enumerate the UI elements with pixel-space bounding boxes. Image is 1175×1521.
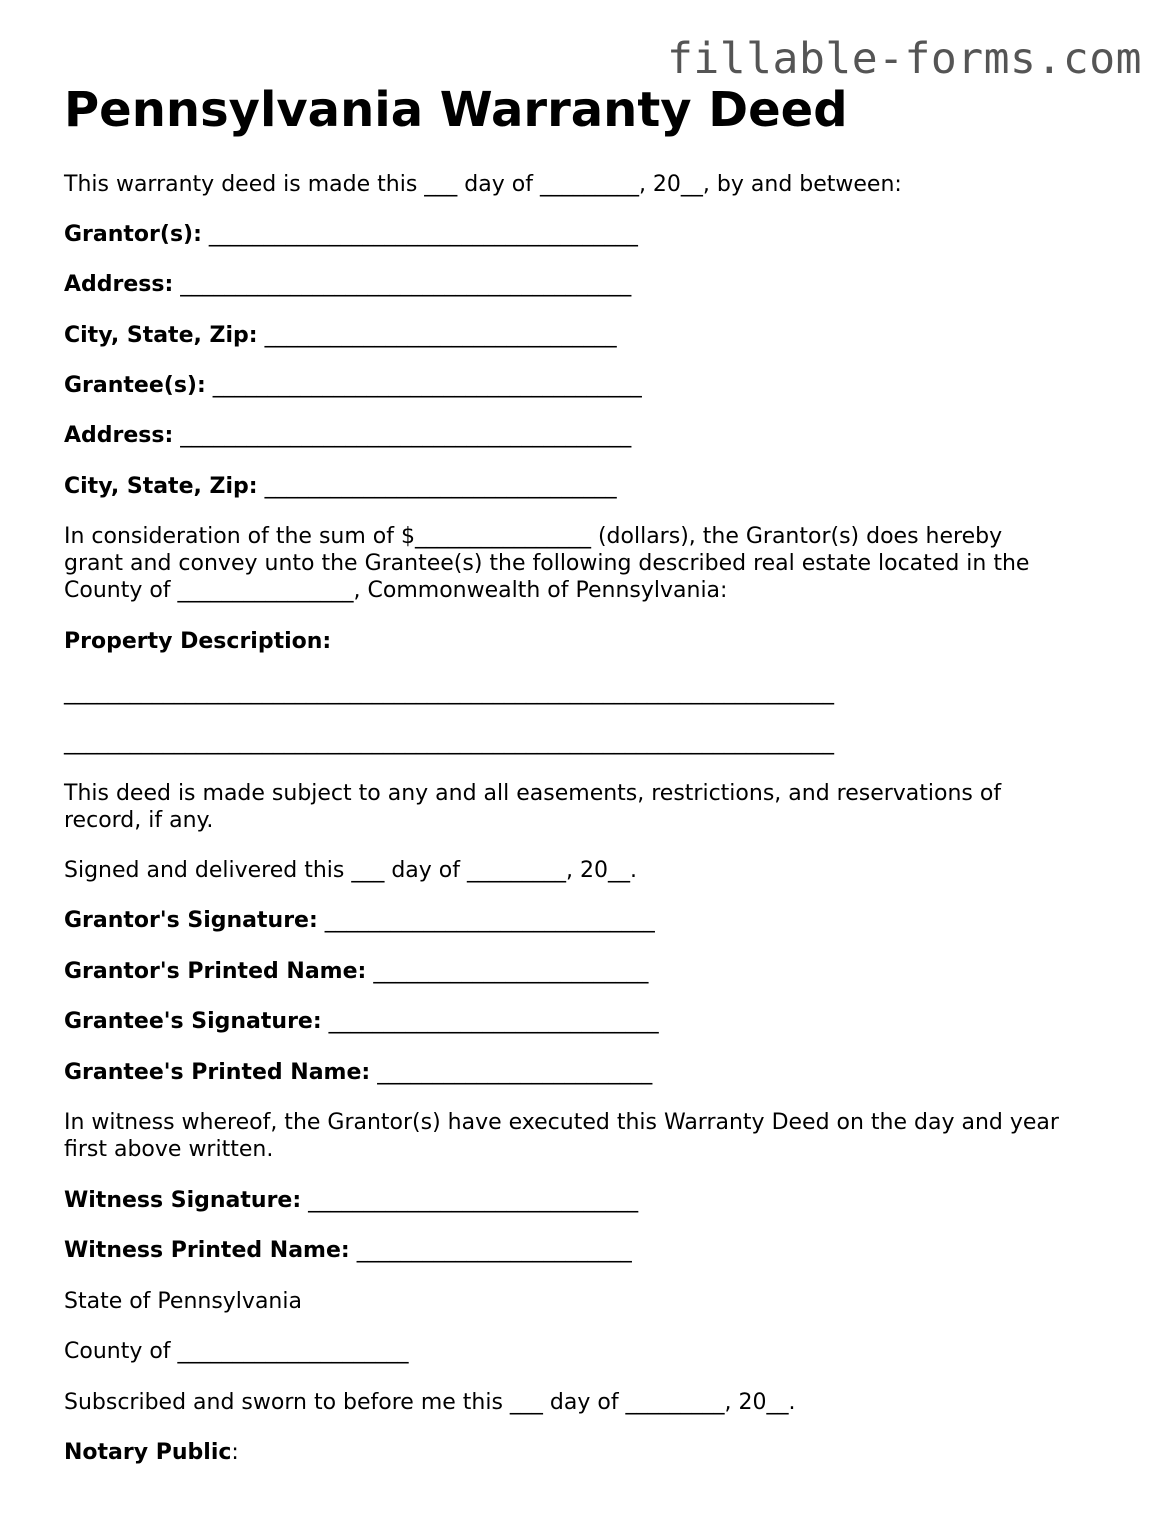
grantee-printed-name-blank[interactable]: _________________________ (377, 1060, 653, 1085)
grantor-signature-field[interactable] (64, 907, 655, 934)
property-description-line-1[interactable]: ______________________________________________________________________ (64, 680, 834, 705)
notary-state-line: State of Pennsylvania (64, 1289, 302, 1314)
grantor-printed-name-field[interactable] (64, 958, 648, 985)
witness-printed-name-blank[interactable]: _________________________ (356, 1238, 632, 1263)
grantee-city-label: City, State, Zip: (64, 474, 258, 499)
grantee-printed-name-label: Grantee's Printed Name: (64, 1060, 371, 1085)
grantee-city-field[interactable] (64, 473, 617, 500)
grantee-signature-label: Grantee's Signature: (64, 1009, 322, 1034)
notary-public-colon: : (231, 1440, 239, 1465)
grantee-address-label: Address: (64, 423, 174, 448)
property-description-label: Property Description: (64, 629, 332, 654)
grantor-name-field[interactable] (64, 221, 638, 248)
signed-delivered-line: Signed and delivered this ___ day of _________, 20__. (64, 858, 637, 883)
witness-signature-field[interactable] (64, 1187, 638, 1214)
grantor-printed-name-blank[interactable]: _________________________ (373, 959, 649, 984)
grantor-city-field[interactable] (64, 322, 617, 349)
grantee-name-blank[interactable]: _______________________________________ (212, 373, 642, 398)
grantee-signature-field[interactable] (64, 1008, 659, 1035)
grantor-printed-name-label: Grantor's Printed Name: (64, 959, 367, 984)
consideration-paragraph: In consideration of the sum of $________________ (dollars), the Grantor(s) does hereby grant and convey unto the Grantee(s) the following described real estate located in the County of ________________, Commonwealth of Pennsylvania: (64, 524, 1030, 603)
page-title: Pennsylvania Warranty Deed (64, 82, 848, 138)
property-description-line-2[interactable]: ______________________________________________________________________ (64, 730, 834, 755)
witness-clause: In witness whereof, the Grantor(s) have executed this Warranty Deed on the day and year first above written. (64, 1110, 1059, 1162)
grantee-printed-name-field[interactable] (64, 1059, 652, 1086)
grantee-address-blank[interactable]: _________________________________________ (180, 423, 632, 448)
grantee-name-field[interactable] (64, 372, 642, 399)
grantor-address-blank[interactable]: _________________________________________ (180, 272, 632, 297)
grantor-signature-label: Grantor's Signature: (64, 908, 318, 933)
witness-signature-blank[interactable]: ______________________________ (308, 1188, 639, 1213)
witness-printed-name-field[interactable] (64, 1237, 632, 1264)
grantor-name-label: Grantor(s): (64, 222, 202, 247)
grantor-signature-blank[interactable]: ______________________________ (324, 908, 655, 933)
grantee-address-field[interactable] (64, 422, 631, 449)
notary-sworn-line: Subscribed and sworn to before me this ___ day of _________, 20__. (64, 1390, 796, 1415)
grantee-signature-blank[interactable]: ______________________________ (328, 1009, 659, 1034)
notary-county-field[interactable]: County of _____________________ (64, 1339, 409, 1364)
witness-printed-name-label: Witness Printed Name: (64, 1238, 350, 1263)
witness-signature-label: Witness Signature: (64, 1188, 302, 1213)
grantor-city-blank[interactable]: ________________________________ (264, 323, 617, 348)
grantor-city-label: City, State, Zip: (64, 323, 258, 348)
grantee-city-blank[interactable]: ________________________________ (264, 474, 617, 499)
notary-public-label: Notary Public (64, 1440, 232, 1465)
grantor-address-field[interactable] (64, 271, 631, 298)
grantor-name-blank[interactable]: _______________________________________ (208, 222, 638, 247)
subject-clause: This deed is made subject to any and all easements, restrictions, and reservations of record, if any. (64, 781, 1002, 833)
watermark-text: fillable-forms.com (667, 34, 1142, 84)
grantee-name-label: Grantee(s): (64, 373, 206, 398)
intro-line: This warranty deed is made this ___ day of _________, 20__, by and between: (64, 172, 902, 197)
grantor-address-label: Address: (64, 272, 174, 297)
notary-public-field (64, 1439, 239, 1466)
